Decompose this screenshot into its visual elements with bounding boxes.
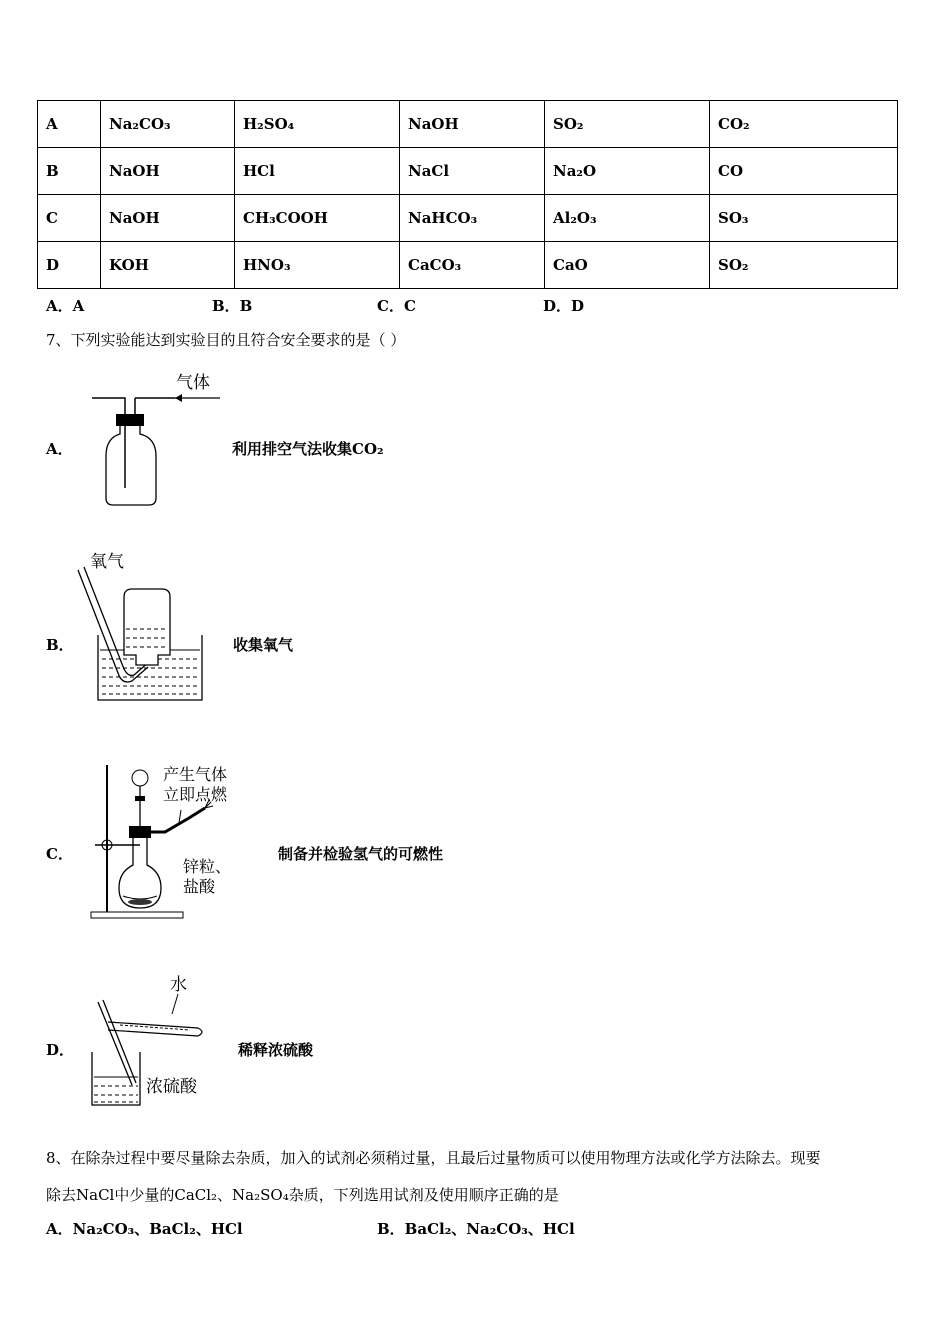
q8-option-b[interactable]: B．BaCl₂、Na₂CO₃、HCl	[377, 1220, 575, 1238]
table-cell: CO₂	[710, 101, 898, 148]
fig-c-acid-label: 盐酸	[183, 877, 216, 896]
water-collection-figure	[70, 545, 210, 710]
q6-option-b[interactable]: B．B	[212, 297, 253, 315]
table-cell: CaCO₃	[400, 242, 545, 289]
table-row	[38, 242, 898, 289]
table-cell: C	[38, 195, 101, 242]
table-cell: NaOH	[101, 148, 235, 195]
gas-bottle-figure	[80, 368, 230, 513]
table-cell: H₂SO₄	[235, 101, 400, 148]
q7-option-a-caption: 利用排空气法收集CO₂	[232, 440, 384, 458]
table-cell: NaCl	[400, 148, 545, 195]
fig-d-water-label: 水	[170, 975, 187, 995]
table-cell: KOH	[101, 242, 235, 289]
q8-stem-line2: 除去NaCl中少量的CaCl₂、Na₂SO₄杂质，下列选用试剂及使用顺序正确的是	[46, 1186, 559, 1204]
table-cell: Na₂O	[545, 148, 710, 195]
table-cell: Na₂CO₃	[101, 101, 235, 148]
table-cell: SO₂	[545, 101, 710, 148]
q7-option-b-label[interactable]: B．	[46, 636, 74, 654]
fig-b-oxygen-label: 氧气	[90, 552, 124, 572]
fig-c-zinc-label: 锌粒、	[183, 857, 232, 876]
fig-a-gas-label: 气体	[176, 373, 210, 393]
table-cell: CaO	[545, 242, 710, 289]
hydrogen-apparatus-figure	[85, 760, 255, 925]
q6-option-d[interactable]: D．D	[543, 297, 585, 315]
fig-c-gas-label: 产生气体	[163, 765, 228, 784]
table-cell: SO₃	[710, 195, 898, 242]
table-cell: D	[38, 242, 101, 289]
table-cell: A	[38, 101, 101, 148]
fig-d-acid-label: 浓硫酸	[146, 1077, 197, 1097]
q7-option-c-caption: 制备并检验氢气的可燃性	[278, 845, 444, 863]
table-row	[38, 195, 898, 242]
q7-stem: 7、下列实验能达到实验目的且符合安全要求的是（ ）	[46, 331, 406, 349]
q6-option-c[interactable]: C．C	[377, 297, 416, 315]
table-cell: NaOH	[400, 101, 545, 148]
q7-option-c-label[interactable]: C．	[46, 845, 73, 863]
table-cell: SO₂	[710, 242, 898, 289]
table-cell: NaHCO₃	[400, 195, 545, 242]
dilution-figure	[80, 970, 215, 1112]
reagent-table	[37, 100, 898, 289]
q7-option-a-label[interactable]: A．	[46, 440, 73, 458]
table-row	[38, 101, 898, 148]
table-cell: B	[38, 148, 101, 195]
table-row	[38, 148, 898, 195]
fig-c-ignite-label: 立即点燃	[163, 785, 228, 804]
table-cell: CH₃COOH	[235, 195, 400, 242]
table-cell: HCl	[235, 148, 400, 195]
q7-option-b-caption: 收集氧气	[233, 636, 294, 654]
table-cell: NaOH	[101, 195, 235, 242]
q8-option-a[interactable]: A．Na₂CO₃、BaCl₂、HCl	[46, 1220, 243, 1238]
q6-option-a[interactable]: A．A	[46, 297, 85, 315]
table-cell: Al₂O₃	[545, 195, 710, 242]
q7-option-d-caption: 稀释浓硫酸	[238, 1041, 314, 1059]
table-cell: HNO₃	[235, 242, 400, 289]
q7-option-d-label[interactable]: D．	[46, 1041, 75, 1059]
q8-stem-line1: 8、在除杂过程中要尽量除去杂质，加入的试剂必须稍过量，且最后过量物质可以使用物理方法或化学方法除去。现要	[46, 1149, 821, 1167]
table-cell: CO	[710, 148, 898, 195]
